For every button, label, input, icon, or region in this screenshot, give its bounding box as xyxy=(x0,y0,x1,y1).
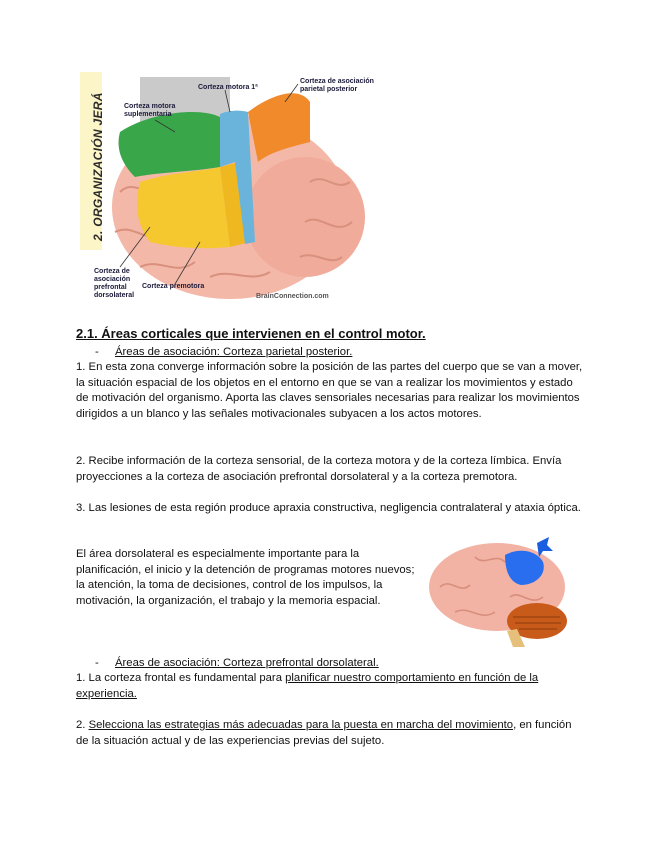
p5-underlined: planificar nuestro comportamiento en función de la experiencia. xyxy=(76,672,539,700)
label-supplementary-motor: Corteza motora suplementaria xyxy=(124,103,176,118)
paragraph-dorsolateral: El área dorsolateral es especialmente importante para la planificación, el inicio y la detención de programas motores nuevos; la atención, la toma de decisiones, control de los impulsos, la motivación, la organización, el trabajo y la memoria espacial. xyxy=(76,548,415,607)
subsection-heading-prefrontal xyxy=(95,657,379,669)
bullet-dash-2: - xyxy=(95,657,99,669)
vertical-label: 2. ORGANIZACIÓN JERÁ xyxy=(91,92,105,241)
subsection-title: Áreas de asociación: Corteza parietal posterior. xyxy=(115,346,353,358)
subsection-title-2: Áreas de asociación: Corteza prefrontal dorsolateral. xyxy=(115,657,379,669)
paragraph-1: 1. En esta zona converge información sobre la posición de las partes del cuerpo que se van a mover, la situación espacial de los objetos en el entorno en que se van a realizar los movimientos y estado de motivación del organismo. Aporta las claves sensoriales necesarias para realizar los movimientos dirigidos a un blanco y las señales motivacionales subyacen a los actos motores. xyxy=(76,361,583,420)
label-motor-cortex: Corteza motora 1ª xyxy=(198,84,258,91)
paragraph-2: 2. Recibe información de la corteza sensorial, de la corteza motora y de la corteza límbica. Envía proyecciones a la corteza de asociación prefrontal dorsolateral y a la corteza premotora. xyxy=(76,455,562,483)
dorsolateral-brain-figure xyxy=(425,537,575,649)
label-premotor: Corteza premotora xyxy=(142,283,205,290)
vertical-label-box xyxy=(80,72,105,250)
p6-text: 2. xyxy=(76,719,89,731)
section-title: 2.1. Áreas corticales que intervienen en el control motor. xyxy=(76,326,426,341)
paragraph-6 xyxy=(76,718,586,749)
subsection-heading-parietal xyxy=(95,346,352,358)
p5-text: 1. La corteza frontal es fundamental para xyxy=(76,672,286,684)
bullet-dash: - xyxy=(95,346,99,358)
p6-after: , en función de la situación actual y de las experiencias previas del sujeto. xyxy=(76,719,572,747)
motor-cortex-diagram xyxy=(80,72,380,308)
label-posterior-parietal: Corteza de asociación parietal posterior xyxy=(300,78,374,93)
image-credit: BrainConnection.com xyxy=(256,293,329,300)
paragraph-3: 3. Las lesiones de esta región produce apraxia constructiva, negligencia contralateral y ataxia óptica. xyxy=(76,502,581,514)
small-brain-illustration xyxy=(425,537,575,649)
paragraph-5 xyxy=(76,671,586,702)
p6-underlined: Selecciona las estrategias más adecuadas para la puesta en marcha del movimiento xyxy=(88,719,514,731)
label-dorsolateral-prefrontal: Corteza de asociación prefrontal dorsolateral xyxy=(94,268,135,299)
